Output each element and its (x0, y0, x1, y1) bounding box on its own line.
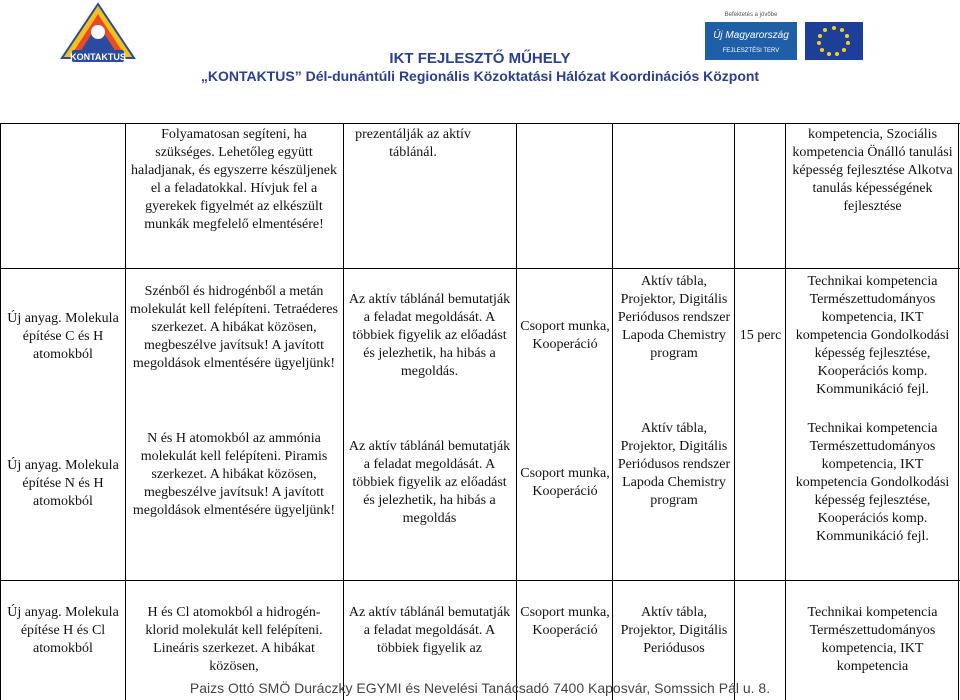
topic-cell: Új anyag. Molekula építése N és H atomokból (7, 458, 119, 509)
topic-cell: Új anyag. Molekula építése C és H atomokból (7, 311, 119, 362)
col-divider (958, 123, 959, 700)
method-cell: Az aktív táblánál bemutatják a feladat megoldását. A többiek figyelik az (348, 605, 511, 656)
svg-text:Új Magyarország: Új Magyarország (713, 30, 789, 41)
tools-cell: Aktív tábla, Projektor, Digitális Periódusos (620, 605, 728, 656)
competence-cell: kompetencia, Szociális kompetencia Önálló tanulási képesség fejlesztése Alkotva tanulás képességének fejlesztése (792, 127, 953, 214)
table-top-border (0, 123, 960, 124)
row-divider (0, 580, 960, 581)
svg-text:KONTAKTUS: KONTAKTUS (70, 52, 126, 62)
activity-cell: Szénből és hidrogénből a metán molekulát kell felépíteni. Tetraéderes szerkezet. A hibákat közösen, megbeszélve javítsuk! A javított megoldások elmentésére ügyeljünk! (130, 284, 338, 371)
svg-text:FEJLESZTÉSI TERV: FEJLESZTÉSI TERV (722, 48, 780, 54)
form-cell: Csoport munka, Kooperáció (520, 466, 610, 499)
col-divider (734, 123, 735, 700)
method-cell: prezentálják az aktív táblánál. (355, 127, 471, 160)
activity-cell: H és Cl atomokból a hidrogén- klorid molekulát kell felépíteni. Lineáris szerkezet. A hibákat közösen, (145, 605, 323, 674)
row-divider (0, 268, 960, 269)
page-footer: Paizs Ottó SMÖ Duráczky EGYMI és Nevelési Tanácsadó 7400 Kaposvár, Somssich Pál u. 8. (189, 680, 771, 696)
col-divider (612, 123, 613, 700)
tools-cell: Aktív tábla, Projektor, Digitális Periódusos rendszer Lapoda Chemistry program (617, 274, 731, 361)
form-cell: Csoport munka, Kooperáció (520, 605, 610, 638)
col-divider (125, 123, 126, 700)
time-cell: 15 perc (739, 328, 782, 343)
activity-cell: N és H atomokból az ammónia molekulát kell felépíteni. Piramis szerkezet. A hibákat közösen, megbeszélve javítsuk! A javított megoldások elmentésére ügyeljünk! (132, 431, 336, 518)
col-divider (516, 123, 517, 700)
form-cell: Csoport munka, Kooperáció (520, 319, 610, 352)
col-divider (0, 123, 1, 700)
competence-cell: Technikai kompetencia Természettudományos kompetencia, IKT kompetencia Gondolkodási képesség fejlesztése, Kooperációs komp. Kommunikáció fejl. (795, 274, 950, 397)
competence-cell: Technikai kompetencia Természettudományos kompetencia, IKT kompetencia (807, 605, 938, 674)
page-title: IKT FEJLESZTŐ MŰHELY (389, 50, 571, 67)
col-divider (343, 123, 344, 700)
method-cell: Az aktív táblánál bemutatják a feladat megoldását. A többiek figyelik az előadást és jelezhetik, ha hibás a megoldás. (348, 292, 511, 379)
tools-cell: Aktív tábla, Projektor, Digitális Periódusos rendszer Lapoda Chemistry program (617, 421, 731, 508)
page-subtitle: „KONTAKTUS” Dél-dunántúli Regionális Közoktatási Hálózat Koordinációs Központ (200, 68, 760, 84)
topic-cell: Új anyag. Molekula építése H és Cl atomokból (7, 605, 119, 656)
competence-cell: Technikai kompetencia Természettudományos kompetencia, IKT kompetencia Gondolkodási képesség fejlesztése, Kooperációs komp. Kommunikáció fejl. (795, 421, 950, 544)
method-cell: Az aktív táblánál bemutatják a feladat megoldását. A többiek figyelik az előadást és jelezhetik, ha hibás a megoldás (348, 439, 511, 526)
svg-text:Befektetés a jövőbe: Befektetés a jövőbe (724, 12, 778, 18)
activity-cell: Folyamatosan segíteni, ha szükséges. Lehetőleg együtt haladjanak, és egyszerre készüljenek el a feladatokkal. Hívjuk fel a gyerekek figyelmét az elkészült munkák megfelelő elmentésére! (130, 127, 337, 232)
col-divider (785, 123, 786, 700)
page-header (0, 0, 960, 95)
